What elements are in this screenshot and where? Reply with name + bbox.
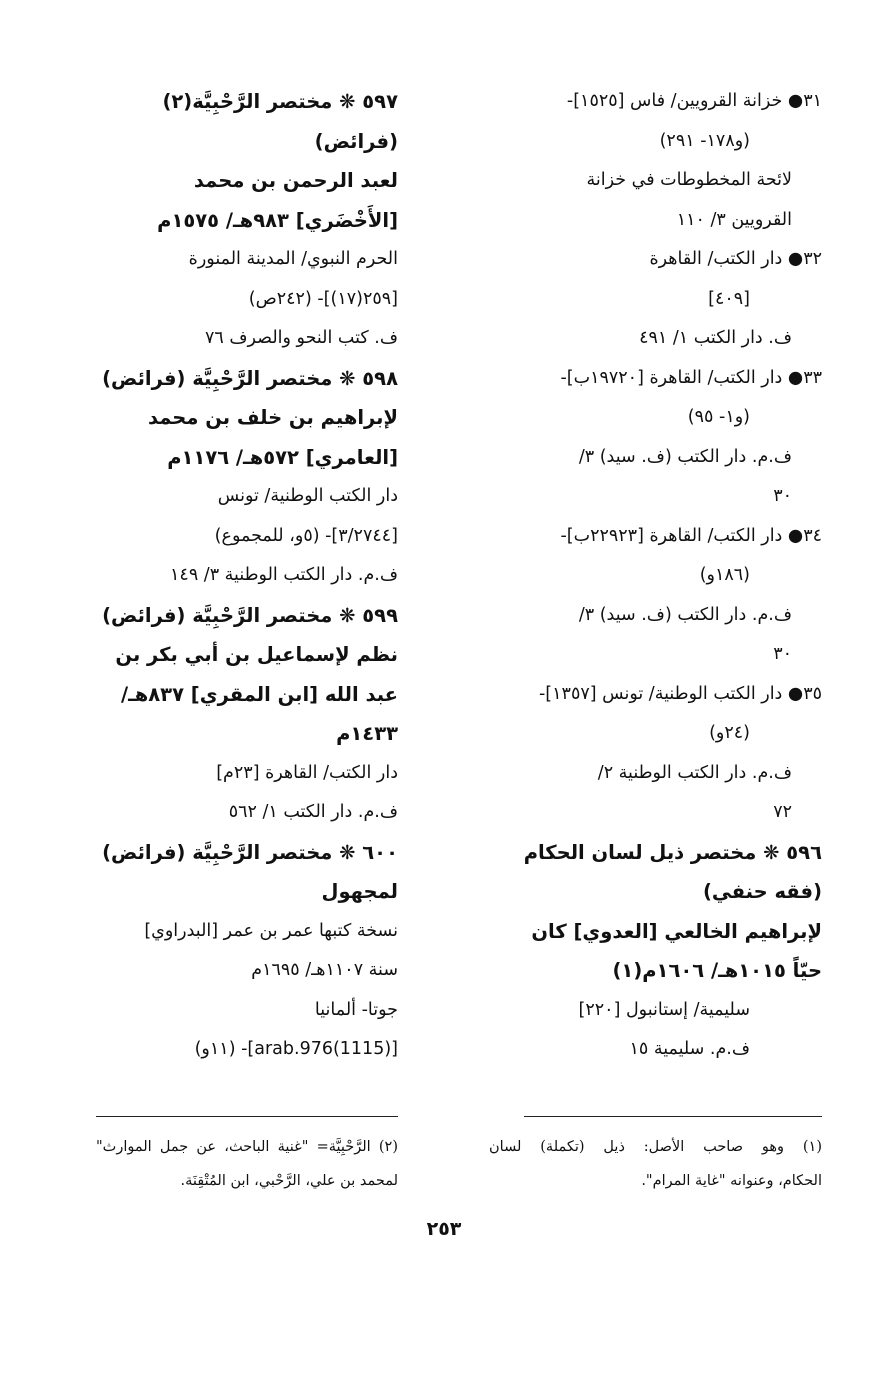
- text-line: [٤٠٩]: [708, 288, 750, 309]
- text-line: (١٨٦و): [699, 565, 750, 585]
- footnote-line: لمحمد بن علي، الرَّحْبي، ابن المُتْقِنَة.: [180, 1173, 398, 1189]
- text-line: (فقه حنفي): [702, 880, 822, 903]
- text-line: [الأَخْضَري] ٩٨٣هـ/ ١٥٧٥م: [157, 208, 398, 232]
- text-line: ٣٥● دار الكتب الوطنية/ تونس [١٣٥٧]-: [538, 683, 822, 704]
- text-line: [العامري] ٥٧٢هـ/ ١١٧٦م: [167, 445, 398, 469]
- text-line: [٢٥٩(١٧)]- (٢٤٢ص): [248, 288, 398, 309]
- text-line: ٣٠: [773, 486, 792, 506]
- text-line: ٣٤● دار الكتب/ القاهرة [٢٢٩٢٣ب]-: [560, 525, 822, 546]
- text-line: [٣/٢٧٤٤]- (٥و، للمجموع): [214, 525, 398, 546]
- text-line: دار الكتب الوطنية/ تونس: [217, 486, 398, 506]
- text-line: ٥٩٦ ❋ مختصر ذيل لسان الحكام: [523, 840, 822, 864]
- text-line: ف. كتب النحو والصرف ٧٦: [205, 328, 398, 348]
- text-line: (٢٤و): [709, 723, 750, 743]
- text-line: ٣١● خزانة القرويين/ فاس [١٥٢٥]-: [566, 91, 822, 111]
- footnote-rule-right: [524, 1116, 822, 1117]
- footnote-left: [96, 1130, 398, 1198]
- text-line: دار الكتب/ القاهرة [٢٣م]: [216, 762, 398, 783]
- text-line: الحرم النبوي/ المدينة المنورة: [188, 249, 398, 269]
- text-line: ٧٢: [773, 802, 792, 822]
- footnote-line: الحكام، وعنوانه "غاية المرام".: [641, 1173, 822, 1189]
- text-line: ٥٩٨ ❋ مختصر الرَّحْبِيَّة (فرائض): [102, 366, 398, 390]
- text-line: لائحة المخطوطات في خزانة: [586, 170, 792, 190]
- text-line: ٣٢● دار الكتب/ القاهرة: [649, 249, 822, 269]
- text-line: ف.م. دار الكتب (ف. سيد) ٣/: [578, 604, 792, 625]
- text-line: لمجهول: [321, 880, 398, 903]
- text-line: ف. دار الكتب ١/ ٤٩١: [639, 328, 792, 348]
- text-line: (فرائض): [314, 129, 398, 153]
- right-column: [489, 82, 822, 1070]
- text-line: [arab.976(1115)]- (١١و): [194, 1039, 398, 1059]
- text-line: ٣٠: [773, 644, 792, 664]
- text-line: ف.م. دار الكتب الوطنية ٣/ ١٤٩: [170, 565, 398, 585]
- text-line: (و١- ٩٥): [687, 407, 750, 427]
- text-line: نسخة كتبها عمر بن عمر [البدراوي]: [144, 920, 398, 941]
- text-line: عبد الله [ابن المقري] ٨٣٧هـ/: [120, 682, 398, 706]
- text-line: ٥٩٩ ❋ مختصر الرَّحْبِيَّة (فرائض): [102, 603, 398, 627]
- text-line: ف.م. سليمية ١٥: [629, 1039, 750, 1059]
- text-line: ف.م. دار الكتب (ف. سيد) ٣/: [578, 446, 792, 467]
- text-line: ٦٠٠ ❋ مختصر الرَّحْبِيَّة (فرائض): [102, 840, 398, 864]
- text-line: ف.م. دار الكتب ١/ ٥٦٢: [228, 802, 398, 822]
- footnote-line: (١) وهو صاحب الأصل: ذيل (تكملة) لسان: [489, 1139, 822, 1155]
- text-line: حيّاً ١٠١٥هـ/ ١٦٠٦م(١): [612, 959, 822, 982]
- text-line: جوتا- ألمانيا: [314, 999, 398, 1020]
- text-line: لإبراهيم بن خلف بن محمد: [147, 406, 398, 429]
- page-number: ٢٥٣: [426, 1218, 462, 1240]
- text-line: القرويين ٣/ ١١٠: [676, 209, 792, 230]
- text-line: سليمية/ إستانبول [٢٢٠]: [578, 999, 750, 1020]
- footnote-line: (٢) الرَّحْبِيَّة= "غنية الباحث، عن جمل الموارث": [96, 1139, 398, 1155]
- text-line: ١٤٣٣م: [336, 722, 398, 745]
- footnote-rule-left: [96, 1116, 398, 1117]
- text-line: ٣٣● دار الكتب/ القاهرة [١٩٧٢٠ب]-: [560, 367, 822, 388]
- footnote-right: [489, 1130, 822, 1198]
- text-line: لإبراهيم الخالعي [العدوي] كان: [531, 919, 822, 943]
- text-line: ٥٩٧ ❋ مختصر الرَّحْبِيَّة(٢): [162, 90, 398, 113]
- text-line: (و١٧٨- ٢٩١): [659, 130, 750, 151]
- left-column: [98, 82, 398, 1070]
- text-line: لعبد الرحمن بن محمد: [193, 169, 398, 192]
- text-line: ف.م. دار الكتب الوطنية ٢/: [597, 762, 792, 783]
- text-line: سنة ١١٠٧هـ/ ١٦٩٥م: [251, 960, 398, 980]
- text-line: نظم لإسماعيل بن أبي بكر بن: [115, 643, 398, 666]
